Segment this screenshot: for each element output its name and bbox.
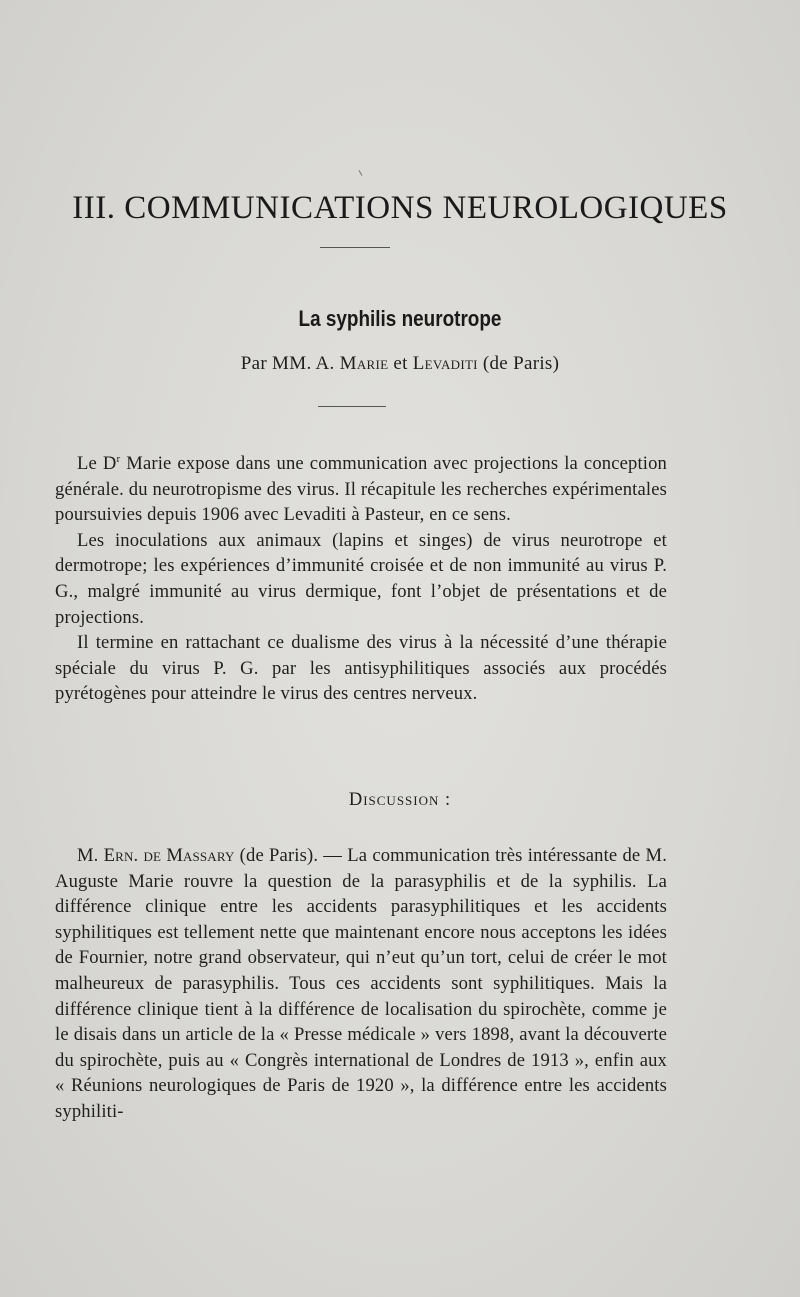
discussion-text: La communication très intéressante de M. Auguste Marie rouvre la question de la parasyphilis et de la syphilis. La différence clinique entre les accidents parasyphilitiques et les accidents syphilitiques est tellement nette que maintenant encore nous acceptons les idées de Fournier, notre grand observateur, qui n’eut qu’un tort, celui de créer le mot malheureux de parasyphilis. Tous ces accidents sont syphilitiques. Mais la différence clinique tient à la différence de localisation du spirochète, comme je le disais dans un article de la « Presse médicale » vers 1898, avant la découverte du spirochète, puis au « Congrès international de Londres de 1913 », enfin aux « Réunions neurologiques de Paris de 1920 », la différence entre les accidents syphiliti- [55,845,667,1122]
section-title: III. COMMUNICATIONS NEUROLOGIQUES [72,190,728,226]
p1-start: Le D [77,453,117,474]
speaker-suffix: (de Paris). — [234,845,348,866]
p1-rest: Marie expose dans une communication avec projections la conception générale. du neurotropisme des virus. Il récapitule les recherches expérimentales poursuivies depuis 1906 avec Levaditi à Pasteur, en ce sens. [55,453,667,526]
p1-superscript: r [116,452,121,465]
article-title: La syphilis neurotrope [298,306,502,331]
byline-mid: et [388,353,413,374]
discussion-body [55,843,667,1125]
scan-artifact-mark [359,170,363,176]
author-levaditi: Levaditi [412,353,478,374]
discussion-paragraph [55,843,667,1125]
byline-suffix: (de Paris) [477,353,560,374]
divider-top [320,247,390,248]
byline-prefix: Par MM. A. [240,353,340,374]
divider-bottom [318,406,386,407]
paragraph-2: Les inoculations aux animaux (lapins et singes) de virus neurotrope et dermotrope; les expériences d’immunité croisée et de non immunité au virus P. G., malgré immunité au virus dermique, font l’objet de présentations et de projections. [55,529,667,628]
author-marie: Marie [339,353,389,374]
speaker-prefix: M. [77,845,104,866]
discussion-heading: Discussion : [348,790,452,810]
byline [0,353,800,375]
speaker-name: Ern. de Massary [103,845,235,866]
paragraph-3: Il termine en rattachant ce dualisme des virus à la nécessité d’une thérapie spéciale du virus P. G. par les antisyphilitiques associés aux procédés pyrétogènes pour atteindre le virus des centres nerveux. [55,632,667,705]
article-body [55,451,667,707]
paragraph-1 [55,451,667,528]
